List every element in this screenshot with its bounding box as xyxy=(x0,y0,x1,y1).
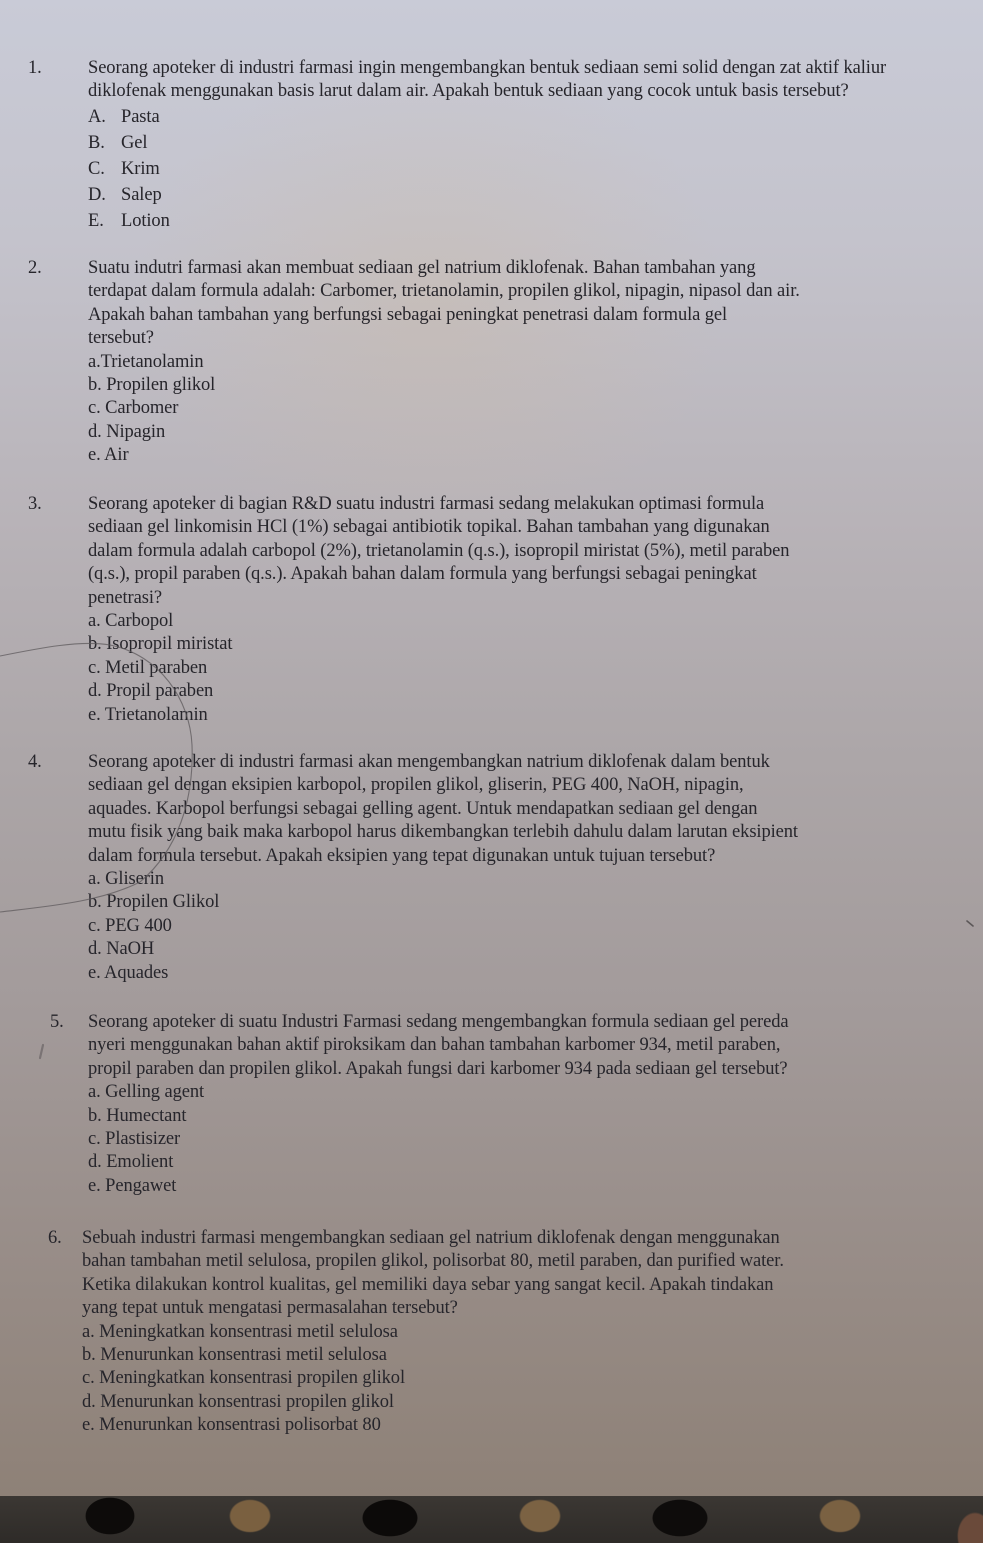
question-text-line: Ketika dilakukan kontrol kualitas, gel memiliki daya sebar yang sangat kecil. Apakah tindakan xyxy=(82,1274,774,1295)
option-d: d. Propil paraben xyxy=(88,681,214,702)
question-number: 2. xyxy=(28,258,42,278)
question-text-line: Seorang apoteker di industri farmasi ingin mengembangkan bentuk sediaan semi solid dengan zat aktif kaliur xyxy=(88,58,887,78)
question-text-line: mutu fisik yang baik maka karbopol harus dikembangkan terlebih dahulu dalam larutan eksipient xyxy=(88,822,798,843)
option-b: b. Menurunkan konsentrasi metil selulosa xyxy=(82,1344,387,1365)
question-text-line: Suatu indutri farmasi akan membuat sediaan gel natrium diklofenak. Bahan tambahan yang xyxy=(88,258,756,278)
option-e: e. Air xyxy=(88,445,129,466)
option-b: B. Gel xyxy=(88,132,148,153)
question-number: 1. xyxy=(28,58,42,78)
question-number: 3. xyxy=(28,494,42,514)
question-text-line: propil paraben dan propilen glikol. Apakah fungsi dari karbomer 934 pada sediaan gel tersebut? xyxy=(88,1058,788,1079)
question-text-line: penetrasi? xyxy=(88,587,162,608)
option-c: c. PEG 400 xyxy=(88,915,172,936)
question-text-line: yang tepat untuk mengatasi permasalahan tersebut? xyxy=(82,1298,458,1319)
option-b: b. Humectant xyxy=(88,1105,187,1126)
option-c: c. Metil paraben xyxy=(88,657,208,678)
question-text-line: bahan tambahan metil selulosa, propilen glikol, polisorbat 80, metil paraben, dan purified water. xyxy=(82,1251,784,1272)
option-d: d. Emolient xyxy=(88,1152,174,1173)
option-e: e. Aquades xyxy=(88,962,169,983)
question-text-line: (q.s.), propil paraben (q.s.). Apakah bahan dalam formula yang berfungsi sebagai peningkat xyxy=(88,564,757,585)
option-b: b. Propilen glikol xyxy=(88,374,216,395)
option-d: d. NaOH xyxy=(88,939,155,960)
question-text-line: Seorang apoteker di bagian R&D suatu industri farmasi sedang melakukan optimasi formula xyxy=(88,494,765,514)
option-b: b. Isopropil miristat xyxy=(88,634,233,655)
option-e: E. Lotion xyxy=(88,210,170,231)
question-text-line: Seorang apoteker di industri farmasi akan mengembangkan natrium diklofenak dalam bentuk xyxy=(88,752,770,772)
question-text-line: Seorang apoteker di suatu Industri Farmasi sedang mengembangkan formula sediaan gel pereda xyxy=(88,1012,789,1032)
option-a: a. Gelling agent xyxy=(88,1082,205,1103)
option-e: e. Trietanolamin xyxy=(88,704,208,725)
options-list xyxy=(88,610,983,727)
option-a: a.Trietanolamin xyxy=(88,351,204,372)
option-c: c. Plastisizer xyxy=(88,1128,181,1149)
options-list xyxy=(88,106,983,236)
option-a: a. Carbopol xyxy=(88,610,174,631)
option-a: A. Pasta xyxy=(88,106,160,127)
question-number: 4. xyxy=(28,752,42,772)
question-text-line: sediaan gel dengan eksipien karbopol, propilen glikol, gliserin, PEG 400, NaOH, nipagin, xyxy=(88,775,744,796)
option-b: b. Propilen Glikol xyxy=(88,892,220,913)
option-e: e. Pengawet xyxy=(88,1175,177,1196)
question-text-line: sediaan gel linkomisin HCl (1%) sebagai antibiotik topikal. Bahan tambahan yang digunakan xyxy=(88,517,770,538)
question-text-line: diklofenak menggunakan basis larut dalam air. Apakah bentuk sediaan yang cocok untuk basis tersebut? xyxy=(88,81,849,102)
option-d: d. Nipagin xyxy=(88,421,166,442)
question-text-line: Sebuah industri farmasi mengembangkan sediaan gel natrium diklofenak dengan menggunakan xyxy=(82,1228,780,1248)
question-number: 6. xyxy=(48,1228,62,1248)
option-c: c. Carbomer xyxy=(88,398,179,419)
options-list xyxy=(88,868,983,985)
options-list xyxy=(88,1081,983,1198)
question-text-line: tersebut? xyxy=(88,328,154,349)
question-text-line: dalam formula tersebut. Apakah eksipien yang tepat digunakan untuk tujuan tersebut? xyxy=(88,845,716,866)
option-a: a. Gliserin xyxy=(88,868,164,889)
option-c: C. Krim xyxy=(88,158,160,179)
question-text-line: Apakah bahan tambahan yang berfungsi sebagai peningkat penetrasi dalam formula gel xyxy=(88,304,728,325)
question-text-line: aquades. Karbopol berfungsi sebagai gelling agent. Untuk mendapatkan sediaan gel dengan xyxy=(88,798,758,819)
option-d: d. Menurunkan konsentrasi propilen glikol xyxy=(82,1391,394,1412)
question-number: 5. xyxy=(50,1012,64,1032)
pencil-stroke-icon xyxy=(40,1045,43,1058)
option-a: a. Meningkatkan konsentrasi metil selulosa xyxy=(82,1321,398,1342)
options-list xyxy=(82,1321,982,1438)
option-d: D. Salep xyxy=(88,184,162,205)
question-text-line: nyeri menggunakan bahan aktif piroksikam dan bahan tambahan karbomer 934, metil paraben, xyxy=(88,1035,781,1056)
table-surface xyxy=(0,1496,983,1543)
option-c: c. Meningkatkan konsentrasi propilen glikol xyxy=(82,1368,405,1389)
options-list xyxy=(88,351,983,468)
option-e: e. Menurunkan konsentrasi polisorbat 80 xyxy=(82,1415,381,1436)
question-text-line: terdapat dalam formula adalah: Carbomer, trietanolamin, propilen glikol, nipagin, nipasol dan air. xyxy=(88,281,800,302)
question-text-line: dalam formula adalah carbopol (2%), trietanolamin (q.s.), isopropil miristat (5%), metil paraben xyxy=(88,540,790,561)
